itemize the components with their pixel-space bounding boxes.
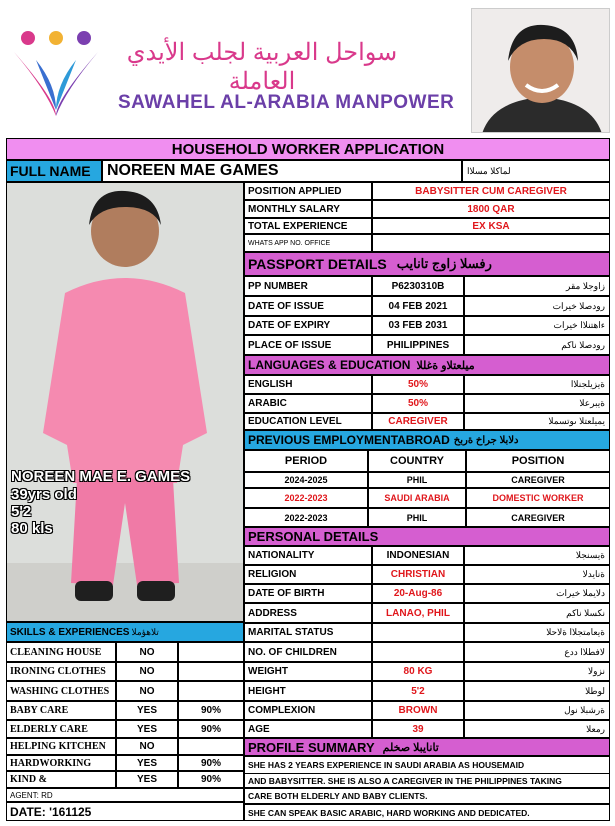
whatsapp-value — [372, 234, 610, 252]
skill-pct-5: 90% — [178, 720, 244, 738]
photo-overlay-height: 5'2 — [11, 503, 32, 520]
address-arabic: نكسلا ناكم — [464, 603, 610, 623]
position-label: POSITION APPLIED — [244, 182, 372, 200]
experience-value: EX KSA — [372, 218, 610, 234]
height-label: HEIGHT — [244, 681, 372, 701]
skill-label-1: CLEANING HOUSE — [6, 642, 116, 662]
skill-label-5: ELDERLY CARE — [6, 720, 116, 738]
skill-yes-7: YES — [116, 755, 178, 771]
passport-heading-text: PASSPORT DETAILS — [248, 256, 387, 272]
issue-date-value: 04 FEB 2021 — [372, 296, 464, 316]
languages-heading-arabic: ميلعتلاو ةغللا — [416, 359, 475, 372]
languages-heading-text: LANGUAGES & EDUCATION — [248, 358, 411, 372]
english-label: ENGLISH — [244, 375, 372, 394]
languages-heading — [244, 355, 610, 375]
religion-arabic: ةنايدلا — [464, 565, 610, 584]
place-of-issue-value: PHILIPPINES — [372, 335, 464, 355]
experience-label: TOTAL EXPERIENCE — [244, 218, 372, 234]
skills-heading — [6, 622, 244, 642]
employment-period-3: 2022-2023 — [244, 508, 368, 527]
complexion-label: COMPLEXION — [244, 701, 372, 720]
weight-arabic: نزولا — [464, 662, 610, 681]
skill-pct-4: 90% — [178, 701, 244, 720]
dob-value: 20-Aug-86 — [372, 584, 464, 603]
education-label: EDUCATION LEVEL — [244, 413, 372, 430]
profile-line-3: CARE BOTH ELDERLY AND BABY CLIENTS. — [244, 788, 610, 804]
profile-line-1: SHE HAS 2 YEARS EXPERIENCE IN SAUDI ARABIA AS HOUSEMAID — [244, 756, 610, 774]
skills-heading-arabic: تلاهؤملا — [131, 626, 159, 637]
photo-overlay-weight: 80 kls — [11, 520, 53, 537]
arabic-value: 50% — [372, 394, 464, 413]
children-label: NO. OF CHILDREN — [244, 642, 372, 662]
date-label: DATE: '161125 — [6, 802, 244, 821]
employment-col-period: PERIOD — [244, 450, 368, 472]
applicant-photo — [6, 182, 244, 622]
employment-heading — [244, 430, 610, 450]
pp-number-value: P6230310B — [372, 276, 464, 296]
skill-yes-5: YES — [116, 720, 178, 738]
position-value: BABYSITTER CUM CAREGIVER — [372, 182, 610, 200]
whatsapp-label: WHATS APP NO. OFFICE — [244, 234, 372, 252]
employment-col-position: POSITION — [466, 450, 610, 472]
employment-col-country: COUNTRY — [368, 450, 466, 472]
arabic-label: ARABIC — [244, 394, 372, 413]
nationality-label: NATIONALITY — [244, 546, 372, 565]
profile-heading-arabic: تانايبلا صخلم — [382, 741, 439, 754]
skill-pct-7: 90% — [178, 755, 244, 771]
employment-country-1: PHIL — [368, 472, 466, 488]
salary-value: 1800 QAR — [372, 200, 610, 218]
weight-value: 80 KG — [372, 662, 464, 681]
place-of-issue-arabic: رودصلا ناكم — [464, 335, 610, 355]
nationality-arabic: ةيسنجلا — [464, 546, 610, 565]
skill-yes-3: NO — [116, 681, 178, 701]
profile-line-4: SHE CAN SPEAK BASIC ARABIC, HARD WORKING AND DEDICATED. — [244, 804, 610, 821]
employment-position-1: CAREGIVER — [466, 472, 610, 488]
profile-heading — [244, 738, 610, 756]
dob-label: DATE OF BIRTH — [244, 584, 372, 603]
skill-yes-1: NO — [116, 642, 178, 662]
expiry-date-label: DATE OF EXPIRY — [244, 316, 372, 335]
skill-label-4: BABY CARE — [6, 701, 116, 720]
skill-pct-6 — [178, 738, 244, 755]
issue-date-label: DATE OF ISSUE — [244, 296, 372, 316]
photo-overlay-name: NOREEN MAE E. GAMES — [11, 468, 191, 485]
logo-english: SAWAHEL AL-ARABIA MANPOWER — [118, 92, 455, 113]
complexion-value: BROWN — [372, 701, 464, 720]
nationality-value: INDONESIAN — [372, 546, 464, 565]
skill-label-6: HELPING KITCHEN — [6, 738, 116, 755]
skill-pct-8: 90% — [178, 771, 244, 788]
age-value: 39 — [372, 720, 464, 738]
skill-yes-4: YES — [116, 701, 178, 720]
employment-position-2: DOMESTIC WORKER — [466, 488, 610, 508]
passport-heading-arabic: رفسلا زاوج تانايب — [396, 256, 492, 271]
company-logo — [6, 30, 106, 120]
age-arabic: رمعلا — [464, 720, 610, 738]
height-value: 5'2 — [372, 681, 464, 701]
issue-date-arabic: رودصلا خيرات — [464, 296, 610, 316]
full-name-value: NOREEN MAE GAMES — [102, 160, 462, 182]
dob-arabic: دلايملا خيرات — [464, 584, 610, 603]
employment-country-3: PHIL — [368, 508, 466, 527]
skill-label-3: WASHING CLOTHES — [6, 681, 116, 701]
education-value: CAREGIVER — [372, 413, 464, 430]
english-arabic: ةيزيلجنلاا — [464, 375, 610, 394]
children-arabic: لافطلاا ددع — [464, 642, 610, 662]
marital-label: MARITAL STATUS — [244, 623, 372, 642]
height-arabic: لوطلا — [464, 681, 610, 701]
children-value — [372, 642, 464, 662]
salary-label: MONTHLY SALARY — [244, 200, 372, 218]
address-label: ADDRESS — [244, 603, 372, 623]
age-label: AGE — [244, 720, 372, 738]
employment-period-1: 2024-2025 — [244, 472, 368, 488]
complexion-arabic: ةرشبلا نول — [464, 701, 610, 720]
logo-arabic: سواحل العربية لجلب الأيدي العاملة — [126, 39, 398, 95]
form-title: HOUSEHOLD WORKER APPLICATION — [6, 138, 610, 160]
photo-overlay-age: 39yrs old — [11, 486, 77, 503]
skill-pct-1 — [178, 642, 244, 662]
full-name-label: FULL NAME — [6, 160, 102, 182]
marital-arabic: ةيعامتجلاا ةلاحلا — [464, 623, 610, 642]
full-name-arabic: لماكلا مسلاا — [462, 160, 610, 182]
place-of-issue-label: PLACE OF ISSUE — [244, 335, 372, 355]
arabic-arabic: ةيبرعلا — [464, 394, 610, 413]
religion-value: CHRISTIAN — [372, 565, 464, 584]
skill-yes-8: YES — [116, 771, 178, 788]
skill-yes-6: NO — [116, 738, 178, 755]
pp-number-label: PP NUMBER — [244, 276, 372, 296]
profile-heading-text: PROFILE SUMMARY — [248, 739, 375, 755]
skill-label-8: KIND & — [6, 771, 116, 788]
employment-country-2: SAUDI ARABIA — [368, 488, 466, 508]
marital-value — [372, 623, 464, 642]
profile-line-2: AND BABYSITTER. SHE IS ALSO A CAREGIVER IN THE PHILIPPINES TAKING — [244, 774, 610, 788]
agent-label: AGENT: RD — [6, 788, 244, 802]
skills-heading-text: SKILLS & EXPERIENCES — [10, 626, 130, 638]
passport-heading — [244, 252, 610, 276]
skill-pct-2 — [178, 662, 244, 681]
weight-label: WEIGHT — [244, 662, 372, 681]
employment-period-2: 2022-2023 — [244, 488, 368, 508]
religion-label: RELIGION — [244, 565, 372, 584]
skill-yes-2: NO — [116, 662, 178, 681]
skill-pct-3 — [178, 681, 244, 701]
personal-heading-text: PERSONAL DETAILS — [248, 529, 379, 544]
applicant-headshot — [471, 8, 610, 133]
header — [0, 0, 615, 136]
employment-position-3: CAREGIVER — [466, 508, 610, 527]
expiry-date-value: 03 FEB 2031 — [372, 316, 464, 335]
employment-heading-text: PREVIOUS EMPLOYMENTABROAD — [248, 433, 450, 447]
pp-number-arabic: زاوجلا مقر — [464, 276, 610, 296]
education-arabic: يميلعتلا ىوتسملا — [464, 413, 610, 430]
english-value: 50% — [372, 375, 464, 394]
personal-heading — [244, 527, 610, 546]
address-value: LANAO, PHIL — [372, 603, 464, 623]
skill-label-2: IRONING CLOTHES — [6, 662, 116, 681]
employment-heading-arabic: دلابلا جراخ ةربخ — [453, 434, 519, 446]
expiry-date-arabic: ءاهتنلاا خيرات — [464, 316, 610, 335]
skill-label-7: HARDWORKING — [6, 755, 116, 771]
